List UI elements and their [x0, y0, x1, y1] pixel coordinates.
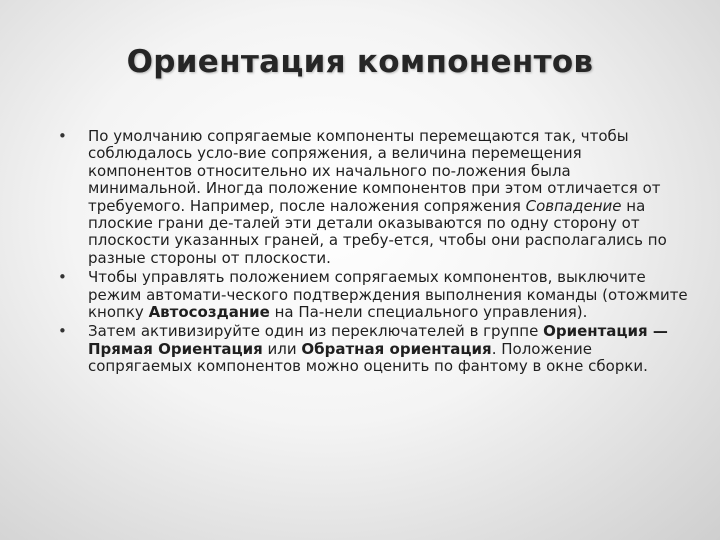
- bold-text: Автосоздание: [148, 303, 270, 322]
- text-segment: Затем активизируйте один из переключателей в группе: [88, 322, 544, 341]
- bullet-icon: •: [58, 268, 67, 287]
- text-segment: . Положение сопрягаемых компонентов можно оценить по фантому в окне сборки.: [88, 339, 648, 376]
- bullet-list: [58, 128, 688, 378]
- text-segment: Чтобы управлять положением сопрягаемых компонентов, выключите режим автомати-ческого подтверждения выполнения команды (отожмите кнопку: [88, 268, 688, 322]
- bullet-text: [88, 322, 668, 375]
- bullet-icon: •: [58, 322, 67, 341]
- text-segment: По умолчанию сопрягаемые компоненты перемещаются так, чтобы соблюдалось усло-вие сопряжения, а величина перемещения компонентов относительно их начального по-ложения была минимальной. Иногда положение компонентов при этом отличается от требуемого. Например, после наложения сопряжения: [88, 127, 661, 215]
- bullet-item: [58, 323, 688, 375]
- bold-text: Обратная ориентация: [301, 339, 492, 358]
- bullet-text: [88, 268, 688, 321]
- emphasis-text: Совпадение: [525, 196, 622, 215]
- text-segment: на Па-нели специального управления).: [269, 303, 588, 322]
- bullet-text: [88, 127, 667, 267]
- text-segment: на плоские грани де-талей эти детали оказываются по одну сторону от плоскости указанных граней, а требу-ется, чтобы они располагались по разные стороны от плоскости.: [88, 196, 667, 267]
- bold-text: Ориентация — Прямая Ориентация: [88, 322, 668, 358]
- text-segment: или: [262, 339, 302, 358]
- bullet-item: [58, 269, 688, 321]
- slide-title: Ориентация компонентов: [126, 44, 594, 80]
- bullet-item: [58, 128, 688, 267]
- bullet-icon: •: [58, 127, 67, 145]
